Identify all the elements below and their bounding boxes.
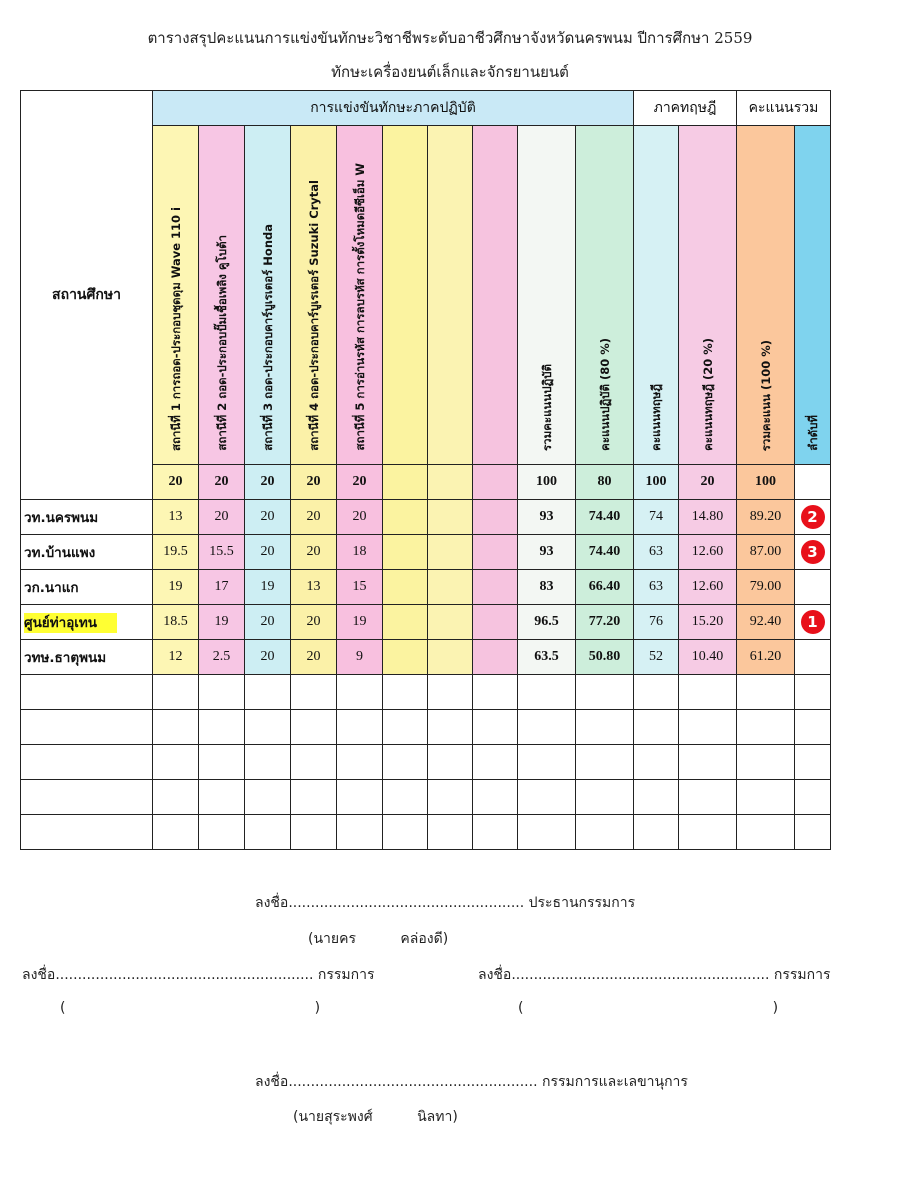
- rank-cell: [795, 570, 831, 605]
- score-cell: [428, 570, 473, 605]
- score-cell: 87.00: [737, 535, 795, 570]
- score-cell: 89.20: [737, 500, 795, 535]
- table-row: [21, 500, 831, 535]
- max-score: 20: [153, 465, 199, 500]
- score-cell: 20: [291, 535, 337, 570]
- empty-cell: [153, 780, 199, 815]
- max-score: 100: [518, 465, 576, 500]
- column-header: คะแนนปฏิบัติ (80 %): [576, 126, 634, 465]
- score-cell: 19: [337, 605, 383, 640]
- score-cell: 19.5: [153, 535, 199, 570]
- committee-right-signature-line: ลงชื่อ.......................................................... กรรมการ: [478, 967, 831, 983]
- empty-cell: [679, 675, 737, 710]
- committee-right-name: ( ): [518, 1000, 779, 1016]
- empty-cell: [428, 815, 473, 850]
- rank-badge: 3: [801, 540, 825, 564]
- school-name: ศูนย์ท่าอุเทน: [21, 605, 153, 640]
- score-cell: 93: [518, 500, 576, 535]
- rank-badge: 1: [801, 610, 825, 634]
- secretary-signature-line: ลงชื่อ........................................................ กรรมการและเลขานุการ: [255, 1074, 688, 1090]
- empty-cell: [473, 780, 518, 815]
- empty-row: [21, 815, 831, 850]
- empty-cell: [795, 675, 831, 710]
- score-cell: 96.5: [518, 605, 576, 640]
- score-cell: 79.00: [737, 570, 795, 605]
- column-header: [383, 126, 428, 465]
- score-cell: 93: [518, 535, 576, 570]
- score-cell: 20: [291, 605, 337, 640]
- empty-cell: [737, 815, 795, 850]
- empty-row: [21, 780, 831, 815]
- rank-cell: [795, 605, 831, 640]
- column-header: [473, 126, 518, 465]
- committee-left-name: ( ): [60, 1000, 321, 1016]
- score-cell: 15.5: [199, 535, 245, 570]
- column-header: สถานีที่ 3 ถอด-ประกอบคาร์บูเรเตอร์ Honda: [245, 126, 291, 465]
- empty-cell: [576, 675, 634, 710]
- empty-cell: [576, 710, 634, 745]
- score-cell: 20: [337, 500, 383, 535]
- score-table: [20, 90, 831, 850]
- empty-row: [21, 745, 831, 780]
- score-cell: 14.80: [679, 500, 737, 535]
- header-group-row: [21, 91, 831, 126]
- score-cell: 92.40: [737, 605, 795, 640]
- secretary-name: (นายสุระพงศ์ นิลทา): [293, 1109, 458, 1125]
- score-cell: 12.60: [679, 570, 737, 605]
- score-cell: 17: [199, 570, 245, 605]
- total-group-header: คะแนนรวม: [737, 91, 831, 126]
- table-row: [21, 570, 831, 605]
- score-cell: 74.40: [576, 500, 634, 535]
- score-cell: 18.5: [153, 605, 199, 640]
- empty-cell: [291, 745, 337, 780]
- empty-cell: [795, 710, 831, 745]
- empty-cell: [245, 780, 291, 815]
- max-score: [383, 465, 428, 500]
- empty-cell: [428, 675, 473, 710]
- theory-group-header: ภาคทฤษฎี: [634, 91, 737, 126]
- empty-cell: [153, 815, 199, 850]
- empty-cell: [245, 710, 291, 745]
- column-header: สถานีที่ 1 การถอด-ประกอบชุดดุม Wave 110 i: [153, 126, 199, 465]
- rank-cell: [795, 500, 831, 535]
- school-name: วทษ.ธาตุพนม: [21, 640, 153, 675]
- empty-cell: [199, 675, 245, 710]
- score-cell: [383, 535, 428, 570]
- empty-cell: [21, 815, 153, 850]
- rank-cell: [795, 535, 831, 570]
- empty-cell: [337, 745, 383, 780]
- score-cell: 18: [337, 535, 383, 570]
- max-score: [795, 465, 831, 500]
- column-header: คะแนนทฤษฎี: [634, 126, 679, 465]
- score-cell: [428, 535, 473, 570]
- empty-cell: [473, 815, 518, 850]
- score-cell: 50.80: [576, 640, 634, 675]
- school-name: วก.นาแก: [21, 570, 153, 605]
- empty-cell: [634, 710, 679, 745]
- empty-cell: [337, 815, 383, 850]
- score-cell: 66.40: [576, 570, 634, 605]
- table-row: [21, 640, 831, 675]
- empty-cell: [153, 710, 199, 745]
- score-cell: 63: [634, 535, 679, 570]
- score-cell: 74.40: [576, 535, 634, 570]
- chair-name: (นายคร คล่องดี): [308, 931, 449, 947]
- max-score: 20: [245, 465, 291, 500]
- empty-cell: [518, 815, 576, 850]
- empty-cell: [518, 745, 576, 780]
- empty-cell: [245, 675, 291, 710]
- score-cell: 12.60: [679, 535, 737, 570]
- empty-cell: [737, 675, 795, 710]
- rank-badge: 2: [801, 505, 825, 529]
- score-cell: 2.5: [199, 640, 245, 675]
- empty-cell: [153, 675, 199, 710]
- empty-cell: [245, 745, 291, 780]
- empty-cell: [291, 675, 337, 710]
- score-cell: 12: [153, 640, 199, 675]
- empty-cell: [679, 745, 737, 780]
- score-cell: [473, 640, 518, 675]
- empty-cell: [518, 780, 576, 815]
- score-cell: 10.40: [679, 640, 737, 675]
- empty-cell: [291, 710, 337, 745]
- empty-cell: [337, 710, 383, 745]
- score-cell: [428, 605, 473, 640]
- empty-row: [21, 710, 831, 745]
- score-cell: [383, 500, 428, 535]
- score-cell: 61.20: [737, 640, 795, 675]
- empty-cell: [383, 710, 428, 745]
- empty-cell: [473, 710, 518, 745]
- empty-cell: [679, 815, 737, 850]
- empty-cell: [473, 745, 518, 780]
- table-row: [21, 535, 831, 570]
- rank-cell: [795, 640, 831, 675]
- empty-cell: [679, 710, 737, 745]
- empty-cell: [634, 780, 679, 815]
- score-cell: 19: [199, 605, 245, 640]
- empty-cell: [428, 745, 473, 780]
- empty-cell: [21, 710, 153, 745]
- score-cell: [428, 640, 473, 675]
- empty-cell: [795, 745, 831, 780]
- empty-cell: [634, 675, 679, 710]
- max-score: [428, 465, 473, 500]
- max-score: 100: [737, 465, 795, 500]
- empty-cell: [199, 710, 245, 745]
- score-cell: 19: [153, 570, 199, 605]
- column-header: รวมคะแนน (100 %): [737, 126, 795, 465]
- empty-cell: [473, 675, 518, 710]
- empty-cell: [518, 675, 576, 710]
- score-cell: [473, 535, 518, 570]
- empty-cell: [199, 745, 245, 780]
- score-cell: 20: [199, 500, 245, 535]
- max-score: 20: [679, 465, 737, 500]
- chair-signature-line: ลงชื่อ..................................................... ประธานกรรมการ: [255, 895, 636, 911]
- score-cell: 13: [291, 570, 337, 605]
- column-header: สถานีที่ 2 ถอด-ประกอบปั๊มเชื้อเพลิง คูโบต้า: [199, 126, 245, 465]
- score-cell: 74: [634, 500, 679, 535]
- empty-cell: [634, 815, 679, 850]
- empty-cell: [795, 780, 831, 815]
- score-cell: 63.5: [518, 640, 576, 675]
- empty-cell: [383, 675, 428, 710]
- score-cell: 20: [291, 640, 337, 675]
- max-score: 100: [634, 465, 679, 500]
- empty-cell: [21, 745, 153, 780]
- school-header: สถานศึกษา: [21, 91, 153, 500]
- score-cell: [383, 570, 428, 605]
- score-cell: 77.20: [576, 605, 634, 640]
- empty-cell: [576, 780, 634, 815]
- empty-cell: [199, 815, 245, 850]
- score-cell: 13: [153, 500, 199, 535]
- score-cell: [473, 570, 518, 605]
- empty-cell: [199, 780, 245, 815]
- document-title: ตารางสรุปคะแนนการแข่งขันทักษะวิชาชีพระดับอาชีวศึกษาจังหวัดนครพนม ปีการศึกษา 2559: [147, 29, 753, 47]
- empty-row: [21, 675, 831, 710]
- school-name: วท.บ้านแพง: [21, 535, 153, 570]
- max-score: 80: [576, 465, 634, 500]
- empty-cell: [383, 815, 428, 850]
- empty-cell: [518, 710, 576, 745]
- score-cell: 63: [634, 570, 679, 605]
- empty-cell: [21, 780, 153, 815]
- column-header: ลำดับที่: [795, 126, 831, 465]
- empty-cell: [291, 815, 337, 850]
- column-header: รวมคะแนนปฏิบัติ: [518, 126, 576, 465]
- score-cell: 76: [634, 605, 679, 640]
- empty-cell: [795, 815, 831, 850]
- column-header: [428, 126, 473, 465]
- empty-cell: [737, 745, 795, 780]
- score-cell: 20: [245, 535, 291, 570]
- empty-cell: [337, 675, 383, 710]
- empty-cell: [245, 815, 291, 850]
- score-cell: 20: [245, 500, 291, 535]
- school-name: วท.นครพนม: [21, 500, 153, 535]
- score-cell: 83: [518, 570, 576, 605]
- score-cell: 15.20: [679, 605, 737, 640]
- empty-cell: [383, 745, 428, 780]
- empty-cell: [428, 780, 473, 815]
- max-score: [473, 465, 518, 500]
- committee-left-signature-line: ลงชื่อ.......................................................... กรรมการ: [22, 967, 375, 983]
- document-subtitle: ทักษะเครื่องยนต์เล็กและจักรยานยนต์: [331, 63, 569, 81]
- column-header: สถานีที่ 4 ถอด-ประกอบคาร์บูเรเตอร์ Suzuki Crytal: [291, 126, 337, 465]
- empty-cell: [153, 745, 199, 780]
- empty-cell: [576, 815, 634, 850]
- score-cell: 20: [245, 605, 291, 640]
- max-score: 20: [199, 465, 245, 500]
- max-score: 20: [291, 465, 337, 500]
- column-header: สถานีที่ 5 การอ่านรหัส การลบรหัส การตั้งโหมดอีซีเอ็ม W: [337, 126, 383, 465]
- empty-cell: [634, 745, 679, 780]
- empty-cell: [679, 780, 737, 815]
- score-cell: 9: [337, 640, 383, 675]
- practical-group-header: การแข่งขันทักษะภาคปฏิบัติ: [153, 91, 634, 126]
- score-cell: 20: [245, 640, 291, 675]
- table-row: [21, 605, 831, 640]
- empty-cell: [737, 710, 795, 745]
- empty-cell: [737, 780, 795, 815]
- score-cell: [428, 500, 473, 535]
- empty-cell: [576, 745, 634, 780]
- score-cell: 20: [291, 500, 337, 535]
- column-header: คะแนนทฤษฎี (20 %): [679, 126, 737, 465]
- empty-cell: [291, 780, 337, 815]
- score-cell: 52: [634, 640, 679, 675]
- score-cell: 19: [245, 570, 291, 605]
- score-cell: [473, 500, 518, 535]
- max-score: 20: [337, 465, 383, 500]
- empty-cell: [428, 710, 473, 745]
- score-cell: 15: [337, 570, 383, 605]
- empty-cell: [21, 675, 153, 710]
- score-cell: [383, 605, 428, 640]
- empty-cell: [383, 780, 428, 815]
- score-cell: [473, 605, 518, 640]
- empty-cell: [337, 780, 383, 815]
- score-cell: [383, 640, 428, 675]
